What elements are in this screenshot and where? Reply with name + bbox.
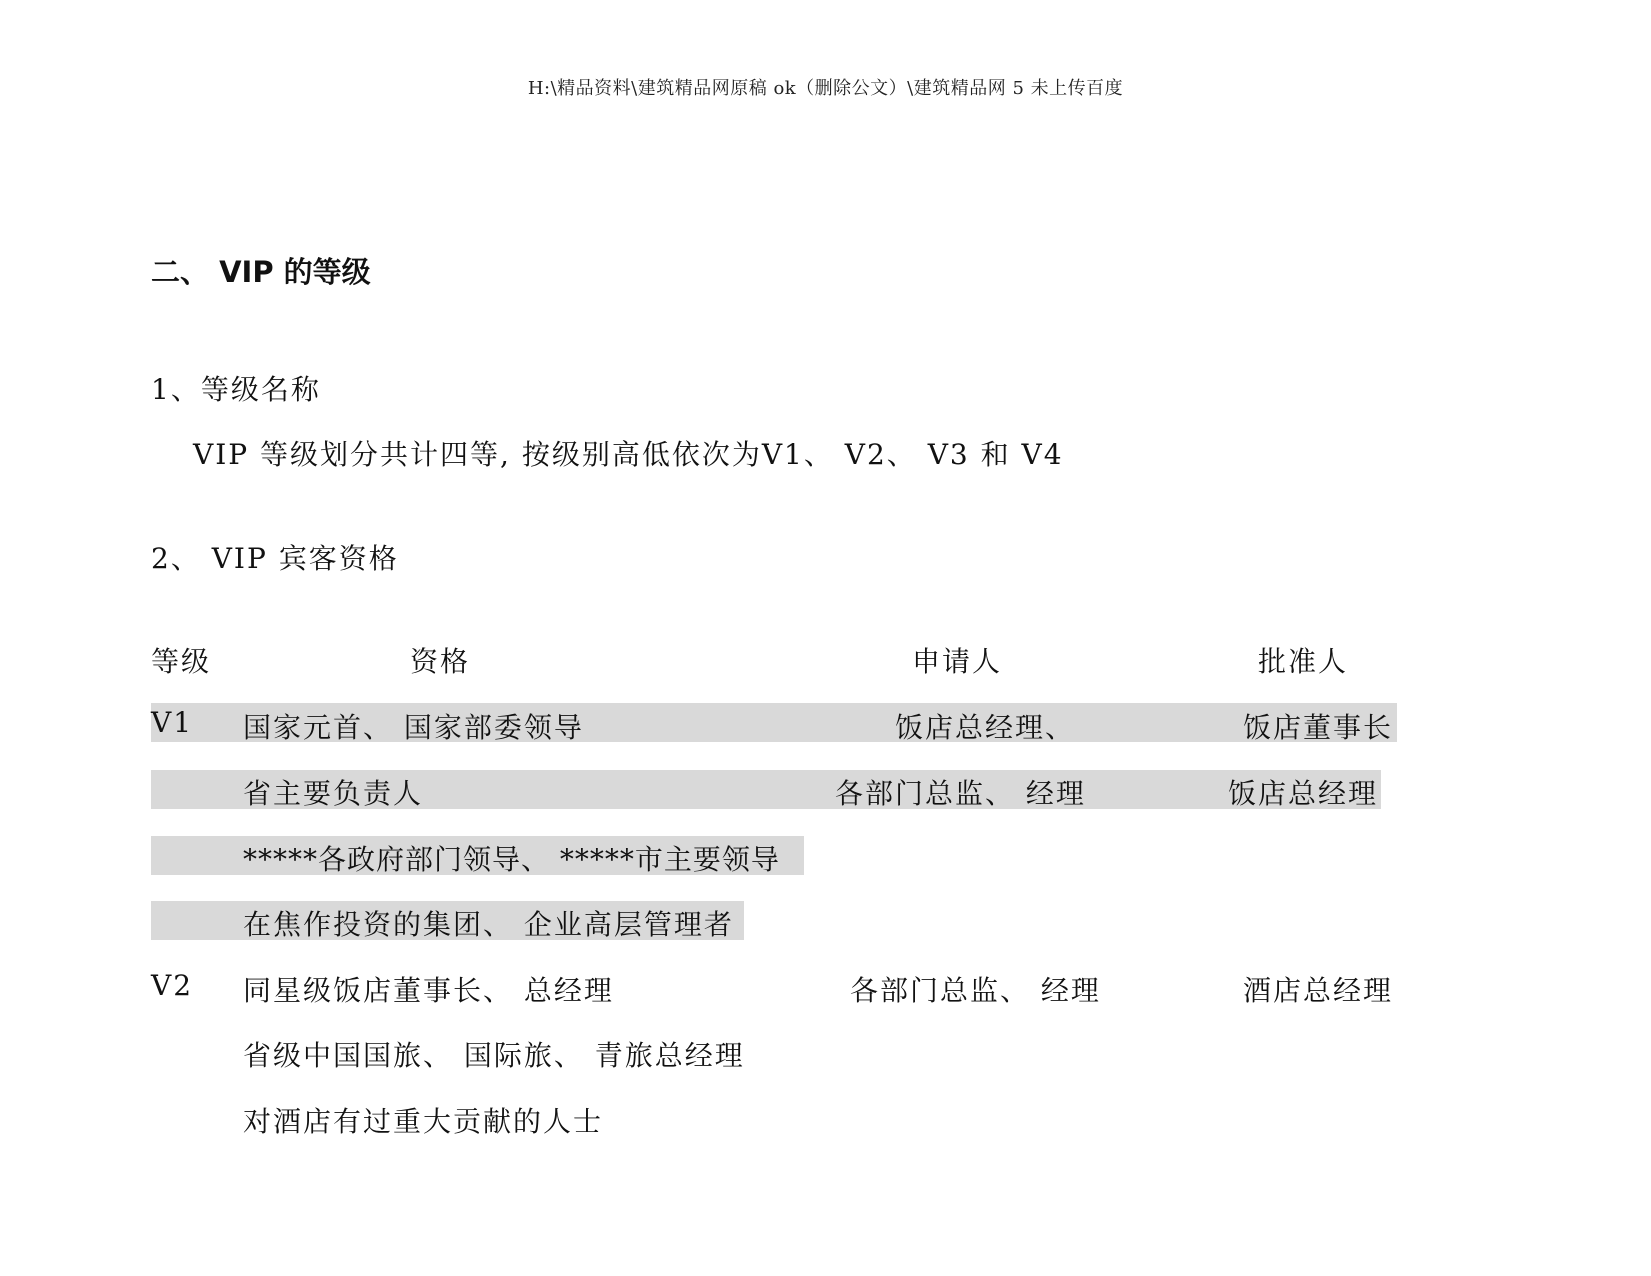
table-row-qualification: 省级中国国旅、 国际旅、 青旅总经理 — [243, 1039, 745, 1072]
table-row-approver: 饭店总经理 — [1228, 777, 1379, 810]
table-row-qualification: 国家元首、 国家部委领导 — [243, 711, 584, 744]
level-names-heading: 1、等级名称 — [151, 373, 321, 406]
level-names-paragraph: VIP 等级划分共计四等, 按级别高低依次为V1、 V2、 V3 和 V4 — [193, 438, 1064, 471]
table-row-qualification: *****各政府部门领导、 *****市主要领导 — [243, 843, 780, 876]
table-row-qualification: 对酒店有过重大贡献的人士 — [243, 1105, 604, 1138]
table-row-approver: 酒店总经理 — [1243, 974, 1394, 1007]
file-path-header: H:\精品资料\建筑精品网原稿 ok（删除公文）\建筑精品网 5 未上传百度 — [527, 78, 1124, 99]
guest-qualification-heading: 2、 VIP 宾客资格 — [151, 542, 399, 575]
column-header-level: 等级 — [151, 645, 212, 678]
table-row-applicant: 各部门总监、 经理 — [835, 777, 1086, 810]
table-row-approver: 饭店董事长 — [1243, 711, 1394, 744]
table-row-qualification: 省主要负责人 — [243, 777, 424, 810]
table-row-level: V1 — [151, 706, 194, 739]
column-header-applicant: 申请人 — [912, 645, 1003, 678]
section-heading: 二、 VIP 的等级 — [151, 255, 371, 289]
table-row-qualification: 在焦作投资的集团、 企业高层管理者 — [243, 908, 734, 941]
column-header-approver: 批准人 — [1258, 645, 1349, 678]
table-row-level: V2 — [151, 969, 194, 1002]
table-row-applicant: 饭店总经理、 — [895, 711, 1076, 744]
column-header-qualification: 资格 — [410, 645, 471, 678]
table-row-qualification: 同星级饭店董事长、 总经理 — [243, 974, 614, 1007]
table-row-applicant: 各部门总监、 经理 — [850, 974, 1101, 1007]
